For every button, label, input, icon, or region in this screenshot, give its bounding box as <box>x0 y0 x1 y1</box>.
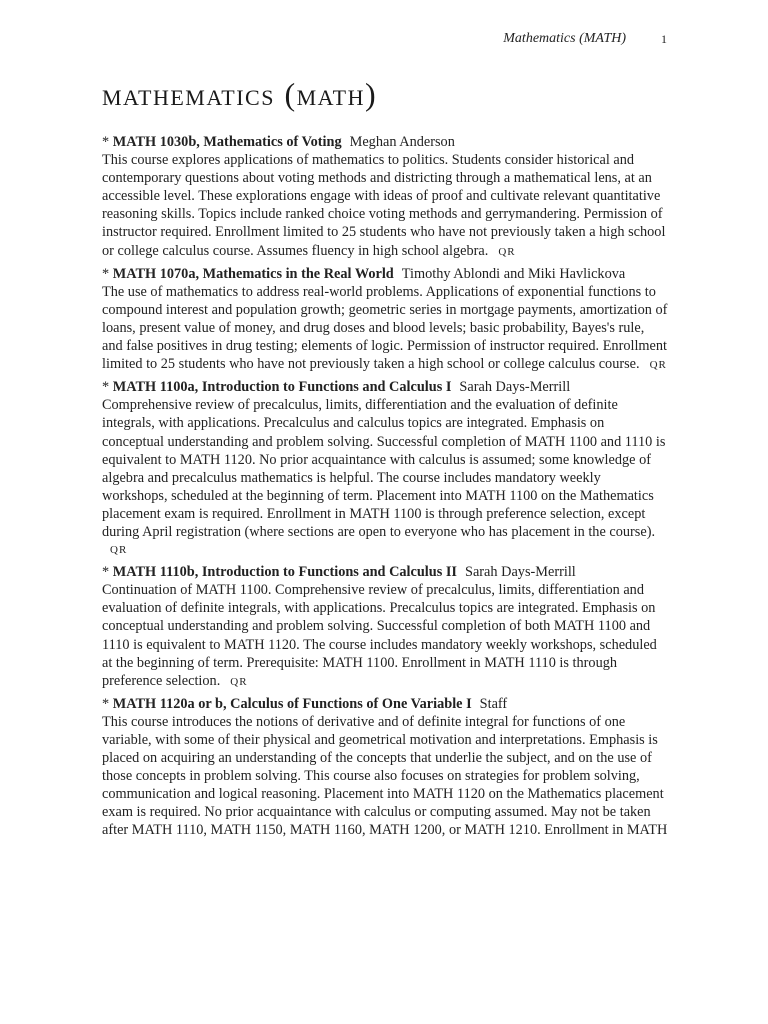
course-heading <box>102 563 668 581</box>
course-star: * <box>102 134 110 150</box>
course-heading <box>102 265 668 283</box>
qr-tag: QR <box>498 245 516 258</box>
course-description <box>102 151 668 261</box>
course-description-text: The use of mathematics to address real-world problems. Applications of exponential functions to compound interest and population growth; geometric series in mortgage payments, amortization of loans, present value of money, and drug doses and blood levels; basic probability, Bayes's rule, and false positives in drug testing; elements of logic. Permission of instructor required. Enrollment limited to 25 students who have not previously taken a high school or college calculus course. <box>102 283 668 373</box>
course-instructor: Meghan Anderson <box>349 134 455 150</box>
course-entry <box>102 378 668 559</box>
course-description <box>102 713 668 840</box>
course-instructor: Sarah Days-Merrill <box>465 564 576 581</box>
course-entry <box>102 133 668 261</box>
course-description-text: Comprehensive review of precalculus, limits, differentiation and the evaluation of definite integrals, with applications. Precalculus and calculus topics are integrated. Emphasis on conceptual understanding and problem solving. Successful completion of MATH 1100 and 1110 is equivalent to MATH 1120. No prior acquaintance with calculus is assumed; some knowledge of algebra and precalculus mathematics is helpful. The course includes mandatory weekly workshops, scheduled at the beginning of term. Placement into MATH 1100 on the Mathematics placement exam is required. Enrollment in MATH 1100 is through preference selection, except during April registration (where sections are open to everyone who has placement in the course). <box>102 397 666 540</box>
course-code-title: MATH 1120a or b, Calculus of Functions of One Variable I <box>112 695 472 712</box>
page-title: mathematics (math) <box>102 76 378 112</box>
qr-tag: QR <box>230 675 248 688</box>
course-instructor: Sarah Days-Merrill <box>459 379 571 396</box>
course-code-title: MATH 1070a, Mathematics in the Real World <box>112 265 394 282</box>
page-number: 1 <box>661 32 667 46</box>
course-star: * <box>102 695 110 712</box>
course-entry <box>102 695 668 840</box>
course-code-title: MATH 1100a, Introduction to Functions and Calculus I <box>112 379 452 396</box>
course-star: * <box>102 379 110 396</box>
course-description-text: This course explores applications of mathematics to politics. Students consider historical and contemporary questions about voting methods and districting through a mathematical lens, at an accessible level. These explorations engage with ideas of proof and cultivate relevant quantitative reasoning skills. Topics include ranked choice voting methods and gerrymandering. Permission of instructor required. Enrollment limited to 25 students who have not previously taken a high school or college calculus course. Assumes fluency in high school algebra. <box>102 152 666 259</box>
course-list <box>102 133 668 844</box>
course-instructor: Timothy Ablondi and Miki Havlickova <box>401 265 626 282</box>
course-code-title: MATH 1110b, Introduction to Functions and Calculus II <box>112 564 457 581</box>
course-instructor: Staff <box>479 695 508 712</box>
course-heading <box>102 695 668 713</box>
course-description-text: This course introduces the notions of derivative and of definite integral for functions of one variable, with some of their physical and geometrical motivation and interpretations. Emphasis is placed on acquiring an understanding of the concepts that underlie the subject, and on the use of those concepts in problem solving. This course also focuses on strategies for problem solving, communication and logical reasoning. Placement into MATH 1120 on the Mathematics placement exam is required. No prior acquaintance with calculus or computing assumed. May not be taken after MATH 1110, MATH 1150, MATH 1160, MATH 1200, or MATH 1210. Enrollment in MATH <box>102 713 668 839</box>
qr-tag: QR <box>649 359 667 372</box>
qr-tag: QR <box>110 544 128 557</box>
course-description-text: Continuation of MATH 1100. Comprehensive review of precalculus, limits, differentiation and evaluation of definite integrals, with applications. Precalculus topics are integrated. Emphasis on conceptual understanding and problem solving. Successful completion of both MATH 1100 and 1110 is equivalent to MATH 1120. The course includes mandatory weekly workshops, scheduled at the beginning of term. Prerequisite: MATH 1100. Enrollment in MATH 1110 is through preference selection. <box>102 582 657 689</box>
course-star: * <box>102 564 110 581</box>
course-entry <box>102 265 668 375</box>
running-title: Mathematics (MATH) <box>503 31 626 46</box>
course-heading <box>102 378 668 396</box>
course-description <box>102 396 668 559</box>
running-header <box>0 31 768 51</box>
course-description <box>102 283 668 374</box>
course-star: * <box>102 265 110 282</box>
course-heading <box>102 133 668 151</box>
course-description <box>102 581 668 691</box>
course-code-title: MATH 1030b, Mathematics of Voting <box>112 134 342 150</box>
course-entry <box>102 563 668 691</box>
